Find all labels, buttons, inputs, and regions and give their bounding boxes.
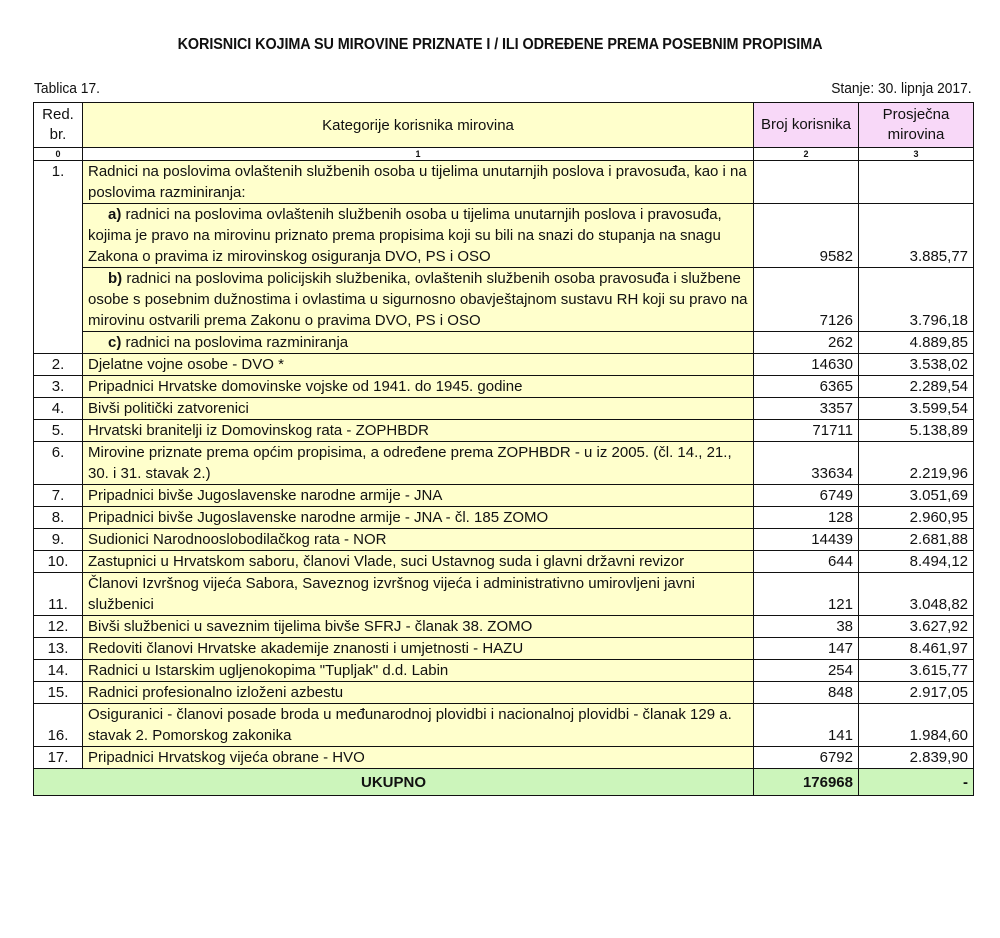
average-cell: 3.051,69 <box>859 485 974 507</box>
category-text: Sudionici Narodnooslobodilačkog rata - NOR <box>88 531 387 548</box>
table-row <box>34 660 974 682</box>
category-cell <box>83 616 754 638</box>
index-cell: 1 <box>83 148 754 161</box>
total-row <box>34 769 974 796</box>
table-label: Tablica 17. <box>34 80 100 97</box>
index-row <box>34 148 974 161</box>
count-cell: 644 <box>754 551 859 573</box>
count-cell: 14439 <box>754 529 859 551</box>
table-row <box>34 747 974 769</box>
row-number: 5. <box>34 420 83 442</box>
category-cell <box>83 268 754 332</box>
category-cell <box>83 442 754 485</box>
category-text: radnici na poslovima ovlaštenih službenih osoba u tijelima unutarnjih poslova i pravosuđa, kojima je pravo na mirovinu priznato prema propisima koji su bili na snazi do stupanja na snagu Zakona o pravima iz mirovinskog osiguranja DVO, PS i OSO <box>88 206 722 265</box>
header-row <box>34 103 974 148</box>
average-cell: 2.960,95 <box>859 507 974 529</box>
table-row <box>34 442 974 485</box>
count-cell: 848 <box>754 682 859 704</box>
category-text: Zastupnici u Hrvatskom saboru, članovi Vlade, suci Ustavnog suda i glavni državni revizor <box>88 553 685 570</box>
category-text: Osiguranici - članovi posade broda u međunarodnoj plovidbi i nacionalnoj plovidbi - članak 129 a. stavak 2. Pomorskog zakonika <box>88 706 732 744</box>
average-cell: 3.048,82 <box>859 573 974 616</box>
sub-item-label: c) <box>108 334 122 351</box>
average-cell: 3.796,18 <box>859 268 974 332</box>
table-row <box>34 204 974 268</box>
count-cell: 254 <box>754 660 859 682</box>
category-cell <box>83 485 754 507</box>
count-cell: 9582 <box>754 204 859 268</box>
category-text: Pripadnici bivše Jugoslavenske narodne armije - JNA <box>88 487 443 504</box>
count-cell: 141 <box>754 704 859 747</box>
pension-table <box>33 102 974 796</box>
category-cell <box>83 161 754 204</box>
count-cell: 6792 <box>754 747 859 769</box>
average-cell: 2.917,05 <box>859 682 974 704</box>
total-label: UKUPNO <box>34 769 754 796</box>
average-cell: 2.681,88 <box>859 529 974 551</box>
category-text: Djelatne vojne osobe - DVO * <box>88 356 284 373</box>
total-average: - <box>859 769 974 796</box>
average-cell: 8.494,12 <box>859 551 974 573</box>
header-category: Kategorije korisnika mirovina <box>83 103 754 148</box>
row-number: 1. <box>34 161 83 204</box>
count-cell: 128 <box>754 507 859 529</box>
count-cell <box>754 161 859 204</box>
count-cell: 147 <box>754 638 859 660</box>
count-cell: 262 <box>754 332 859 354</box>
index-cell: 3 <box>859 148 974 161</box>
average-cell: 8.461,97 <box>859 638 974 660</box>
row-number: 14. <box>34 660 83 682</box>
page-title: KORISNICI KOJIMA SU MIROVINE PRIZNATE I / ILI ODREĐENE PREMA POSEBNIM PROPISIMA <box>177 36 823 53</box>
category-text: Radnici na poslovima ovlaštenih službenih osoba u tijelima unutarnjih poslova i pravosuđa, kao i na poslovima razminiranja: <box>88 163 747 201</box>
row-number <box>34 332 83 354</box>
count-cell: 121 <box>754 573 859 616</box>
table-row <box>34 398 974 420</box>
sub-item-label: b) <box>108 270 123 287</box>
row-number <box>34 268 83 332</box>
count-cell: 7126 <box>754 268 859 332</box>
count-cell: 33634 <box>754 442 859 485</box>
category-text: Bivši službenici u saveznim tijelima bivše SFRJ - članak 38. ZOMO <box>88 618 533 635</box>
average-cell: 2.289,54 <box>859 376 974 398</box>
table-row <box>34 354 974 376</box>
table-row <box>34 616 974 638</box>
average-cell: 3.538,02 <box>859 354 974 376</box>
count-cell: 38 <box>754 616 859 638</box>
row-number: 6. <box>34 442 83 485</box>
table-row <box>34 638 974 660</box>
category-cell <box>83 420 754 442</box>
header-row-number: Red. br. <box>34 103 83 148</box>
header-average: Prosječna mirovina <box>859 103 974 148</box>
category-cell <box>83 704 754 747</box>
category-cell <box>83 332 754 354</box>
category-cell <box>83 529 754 551</box>
table-row <box>34 332 974 354</box>
table-row <box>34 507 974 529</box>
category-text: Pripadnici Hrvatske domovinske vojske od 1941. do 1945. godine <box>88 378 523 395</box>
category-text: Hrvatski branitelji iz Domovinskog rata - ZOPHBDR <box>88 422 429 439</box>
table-row <box>34 551 974 573</box>
row-number: 16. <box>34 704 83 747</box>
row-number: 2. <box>34 354 83 376</box>
category-cell <box>83 638 754 660</box>
average-cell: 1.984,60 <box>859 704 974 747</box>
row-number: 12. <box>34 616 83 638</box>
category-text: Radnici profesionalno izloženi azbestu <box>88 684 344 701</box>
category-cell <box>83 551 754 573</box>
table-row <box>34 420 974 442</box>
count-cell: 14630 <box>754 354 859 376</box>
count-cell: 6749 <box>754 485 859 507</box>
row-number: 15. <box>34 682 83 704</box>
category-text: Mirovine priznate prema općim propisima, a određene prema ZOPHBDR - u iz 2005. (čl. 14., 21., 30. i 31. stavak 2.) <box>88 444 732 482</box>
average-cell: 5.138,89 <box>859 420 974 442</box>
category-text: radnici na poslovima policijskih službenika, ovlaštenih službenih osoba pravosuđa i službene osobe s posebnim dužnostima i ovlastima u sigurnosno obavještajnom sustavu RH koji su pravo na mirovinu ostvarili prema Zakonu o pravima DVO, PS i OSO <box>88 270 748 329</box>
total-count: 176968 <box>754 769 859 796</box>
average-cell: 4.889,85 <box>859 332 974 354</box>
row-number <box>34 204 83 268</box>
average-cell: 2.219,96 <box>859 442 974 485</box>
sub-item-label: a) <box>108 206 122 223</box>
table-row <box>34 485 974 507</box>
table-row <box>34 161 974 204</box>
average-cell: 3.885,77 <box>859 204 974 268</box>
category-cell <box>83 507 754 529</box>
category-text: Članovi Izvršnog vijeća Sabora, Saveznog izvršnog vijeća i administrativno umirovljeni javni službenici <box>88 575 695 613</box>
average-cell: 3.627,92 <box>859 616 974 638</box>
average-cell: 3.615,77 <box>859 660 974 682</box>
category-cell <box>83 354 754 376</box>
category-cell <box>83 398 754 420</box>
category-cell <box>83 204 754 268</box>
row-number: 10. <box>34 551 83 573</box>
category-text: radnici na poslovima razminiranja <box>125 334 349 351</box>
table-row <box>34 376 974 398</box>
status-date: Stanje: 30. lipnja 2017. <box>831 80 972 97</box>
category-cell <box>83 573 754 616</box>
category-cell <box>83 747 754 769</box>
index-cell: 2 <box>754 148 859 161</box>
table-row <box>34 268 974 332</box>
category-cell <box>83 682 754 704</box>
table-row <box>34 704 974 747</box>
average-cell: 2.839,90 <box>859 747 974 769</box>
row-number: 17. <box>34 747 83 769</box>
row-number: 4. <box>34 398 83 420</box>
average-cell: 3.599,54 <box>859 398 974 420</box>
category-text: Pripadnici Hrvatskog vijeća obrane - HVO <box>88 749 365 766</box>
index-cell: 0 <box>34 148 83 161</box>
row-number: 13. <box>34 638 83 660</box>
average-cell <box>859 161 974 204</box>
count-cell: 6365 <box>754 376 859 398</box>
category-cell <box>83 376 754 398</box>
row-number: 7. <box>34 485 83 507</box>
row-number: 8. <box>34 507 83 529</box>
count-cell: 3357 <box>754 398 859 420</box>
row-number: 9. <box>34 529 83 551</box>
header-count: Broj korisnika <box>754 103 859 148</box>
count-cell: 71711 <box>754 420 859 442</box>
category-text: Radnici u Istarskim ugljenokopima "Tupljak" d.d. Labin <box>88 662 449 679</box>
table-row <box>34 529 974 551</box>
category-cell <box>83 660 754 682</box>
category-text: Pripadnici bivše Jugoslavenske narodne armije - JNA - čl. 185 ZOMO <box>88 509 549 526</box>
row-number: 3. <box>34 376 83 398</box>
table-row <box>34 682 974 704</box>
table-row <box>34 573 974 616</box>
category-text: Redoviti članovi Hrvatske akademije znanosti i umjetnosti - HAZU <box>88 640 524 657</box>
category-text: Bivši politički zatvorenici <box>88 400 249 417</box>
row-number: 11. <box>34 573 83 616</box>
